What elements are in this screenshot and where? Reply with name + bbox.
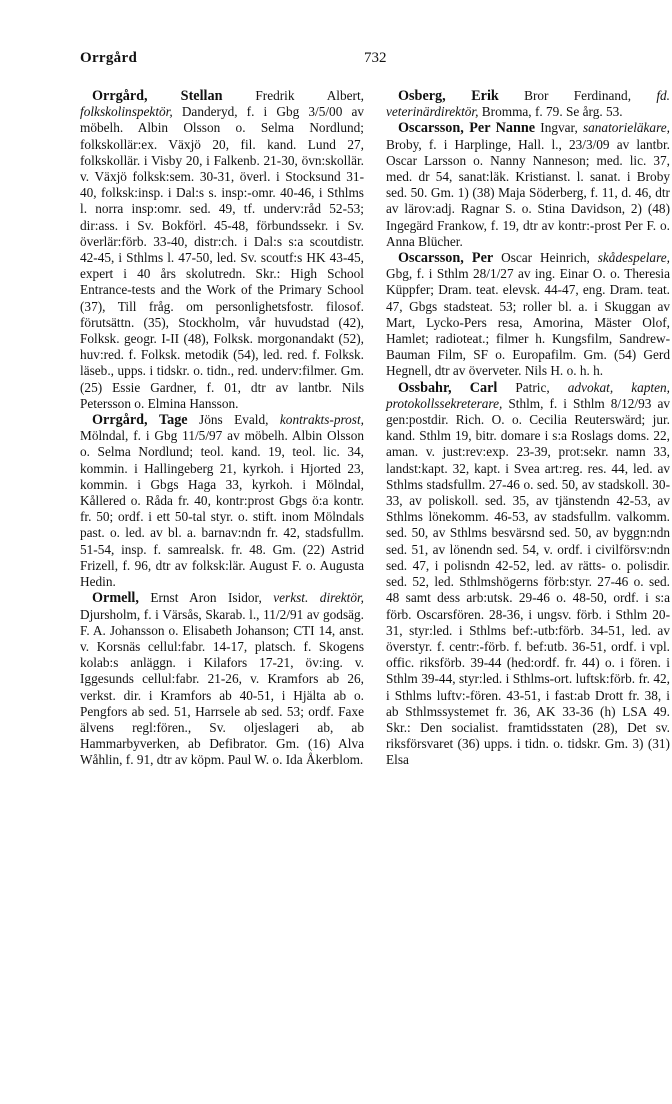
right-column (386, 88, 670, 769)
entry-ormell-ernst (80, 590, 364, 768)
entry-text: Danderyd, f. i Gbg 3/5/00 av möbelh. Albin Olsson o. Selma Nordlund; folkskollär:ex. Växjö 20, fil. kand. Lund 27, folkskollär. i Visby 20, i Falkenb. 21-30, övn:skollär. v. Växjö folksk:sem. 30-31, överl. i Stocksund 31-40, folksk:insp. i Dal:s s. insp:-omr. 40-46, i Sthlms l. norra insp:omr. sed. 49, tf. underv:råd 52-53; dir:ass. i Sv. Bokförl. 45-48, förbundssekr. i Sv. överlär:förb. 33-40, distr:ch. i Dal:s s:a scoutdistr. 42-45, i Sthlms l. 47-50, led. Sv. scoutf:s HK 43-45, expert i 40 års skolutredn. Skr.: High School Entrance-tests and the Work of the Primary School (37), Till fråg. om personlighetsfostr. filosof. förutsättn. (35), Stockholm, vår huvudstad (42), Folksk. geogr. I-II (48), Folksk. morgonandakt (52), huv:red. f. Folksk. metodik (54), led. red. f. Folksk. läseb., upps. i tidskr. o. tidn., red. underv:filmer. Gm. (25) Essie Gardner, f. 01, dtr av lantbr. Nils Petersson o. Elmina Hansson. (80, 104, 364, 411)
entry-surname: Ormell, (92, 590, 139, 607)
page-number: 732 (364, 50, 387, 66)
entry-title: sanatorieläkare, (577, 120, 670, 136)
entry-text: Mölndal, f. i Gbg 11/5/97 av möbelh. Albin Olsson o. Selma Nordlund; teol. kand. 19, teol. lic. 34, kommin. i Hallingeberg 21, kyrkoh. i Hjorted 23, kommin. i Gbgs Haga 33, kyrkoh. i Mölndal, Kållered o. Råda fr. 40, kontr:prost Gbgs ö:a kontr. fr. 50; ordf. i ett 50-tal styr. o. stift. inom Mölndals past. o. led. av bl. a. barnav:ndn fr. 42, stadsfullm. 51-54, insp. f. samrealsk. fr. 48. Gm. (22) Astrid Frizell, f. 96, dtr av folksk:lär. August F. o. Augusta Hedin. (80, 428, 364, 590)
page-header (0, 0, 672, 90)
entry-title: skådespelare, (589, 250, 670, 266)
entry-given-names: Oscar Heinrich, (493, 250, 590, 266)
entry-text: Sthlm, f. i Sthlm 8/12/93 av gen:postdir. Rich. O. o. Cecilia Reuterswärd; jur. kand. Sthlm 19, bitr. domare i s:a Roslags doms. 22, aman. v. just:rev:exp. 23-39, prot:sekr. namn 33, landst:kapt. 32, kapt. i Svea art:reg. res. 44, led. av Sthlms stadsfullm. 27-46 o. sed. 50, av stadskoll. 30-33, av poliskoll. sed. 35, av tjänstendn 42-53, av Sthlms lönekomm. 46-53, av stadsfullm. valkomm. sed. 50, av Sthlms besvärsnd sed. 50, av byggn:ndn sed. 51, av lönendn sed. 54, v. ordf. i civilförsv:ndn sed. 47, i polisndn 42-52, led. av rätts- o. polisdir. sed. 52, led. Sthlmshögerns förb:styr. 27-46 o. sed. 48 samt dess arb:utsk. 29-46 o. 48-50, ordf. i s:a förb. Oscarsfören. 28-36, i ungsv. förb. i Sthlm 20-31, styr:led. i Sthlms bef:-utb:förb. 34-51, led. av överstyr. f. centr:-förb. f. bef:utb. 36-51, ordf. i vpl. offic. riksförb. 39-44 (hed:ordf. fr. 44) o. i fören. i Sthlm 39-44, styr:led. i Sthlms-ort. luftsk:förb. fr. 42, i Sthlms luftv:-fören. 43-51, i fast:ab Drott fr. 38, i ab Sthlmssystemet fr. 36, AK 33-36 (h) LSA 49. Skr.: Den socialist. framtidsstaten (28), Det sv. riksförsvaret (36) upps. i tidn. o. tidskr. Gm. 3) (31) Elsa (386, 395, 670, 768)
entry-text: Broby, f. i Harplinge, Hall. l., 23/3/09 av lantbr. Oscar Larsson o. Nanny Nanneson; med. lic. 37, med. dr 54, sanat:läk. Kristianst. l. sanat. i Broby sed. 50. Gm. 1) (38) Maja Söderberg, f. 11, d. 46, dtr av lärov:adj. Ragnar S. o. Stina Davidson, 2) (48) Ingegärd Frankow, f. 19, dtr av kontr:-prost Per F. o. Anna Blücher. (386, 136, 670, 249)
entry-orrgard-stellan (80, 88, 364, 412)
entry-osberg-erik (386, 88, 670, 120)
entry-text: Djursholm, f. i Värsås, Skarab. l., 11/2/91 av godsäg. F. A. Johansson o. Elisabeth Johanson; CTI 14, anst. v. Korsnäs cellul:fabr. 14-17, platsch. f. Skogens kolab:s anläggn. i Kilafors 17-21, öv:ing. v. Iggesunds cellul:fabr. 21-26, v. Kramfors ab 26, verkst. dir. i Kramfors ab 40-51, i Hjälta ab o. Pengfors ab sed. 51, Harrsele ab sed. 53; ordf. Faxe älvens regl:fören., Sv. oljeslageri ab, ab Hammarbyverken, ab Defibrator. Gm. (16) Alva Wåhlin, f. 91, dtr av köpm. Paul W. o. Ida Åkerblom. (80, 606, 364, 768)
entry-surname: Orrgård, Stellan (92, 88, 223, 104)
entry-given-names: Jöns Evald, (187, 412, 269, 428)
left-column (80, 88, 364, 769)
entry-title: verkst. direktör, (261, 590, 364, 606)
running-head: Orrgård (80, 50, 138, 66)
entry-oscarsson-per (386, 250, 670, 380)
entry-title: fd. veterinärdirektör, (386, 88, 670, 120)
entry-oscarsson-per-nanne (386, 120, 670, 250)
entry-surname: Oscarsson, Per (398, 250, 494, 267)
entry-ossbahr-carl (386, 380, 670, 769)
entry-surname: Orrgård, Tage (92, 412, 188, 429)
entry-title: advokat, kapten, protokollssekreterare, (386, 379, 670, 411)
entry-surname: Oscarsson, Per Nanne (398, 120, 536, 137)
entry-given-names: Bror Ferdinand, (498, 88, 632, 103)
entry-surname: Osberg, Erik (398, 88, 499, 104)
entry-given-names: Ingvar, (535, 120, 578, 136)
entry-surname: Ossbahr, Carl (398, 379, 498, 396)
entry-text: Gbg, f. i Sthlm 28/1/27 av ing. Einar O. o. Theresia Küppfer; Dram. teat. elevsk. 44-47, eng. Dram. teat. 47, Gbgs stadsteat. 53; roller bl. a. i Skuggan av Mart, Lycko-Pers resa, Amorina, Mäster Olof, Hamlet; radioteat.; filmer h. Kungsfilm, Sandrew-Bauman Film, SF o. Europafilm. Gm. (54) Gerd Hegnell, dtr av överveter. Nils H. o. h. h. (386, 266, 670, 379)
entry-given-names: Ernst Aron Isidor, (138, 590, 262, 606)
entry-text: Bromma, f. 79. Se årg. 53. (478, 104, 623, 120)
entry-orrgard-tage (80, 412, 364, 590)
entry-title: folkskolinspektör, (80, 104, 173, 120)
entry-given-names: Patric, (497, 379, 550, 395)
entry-given-names: Fredrik Albert, (222, 88, 364, 103)
entry-title: kontrakts-prost, (268, 412, 364, 428)
